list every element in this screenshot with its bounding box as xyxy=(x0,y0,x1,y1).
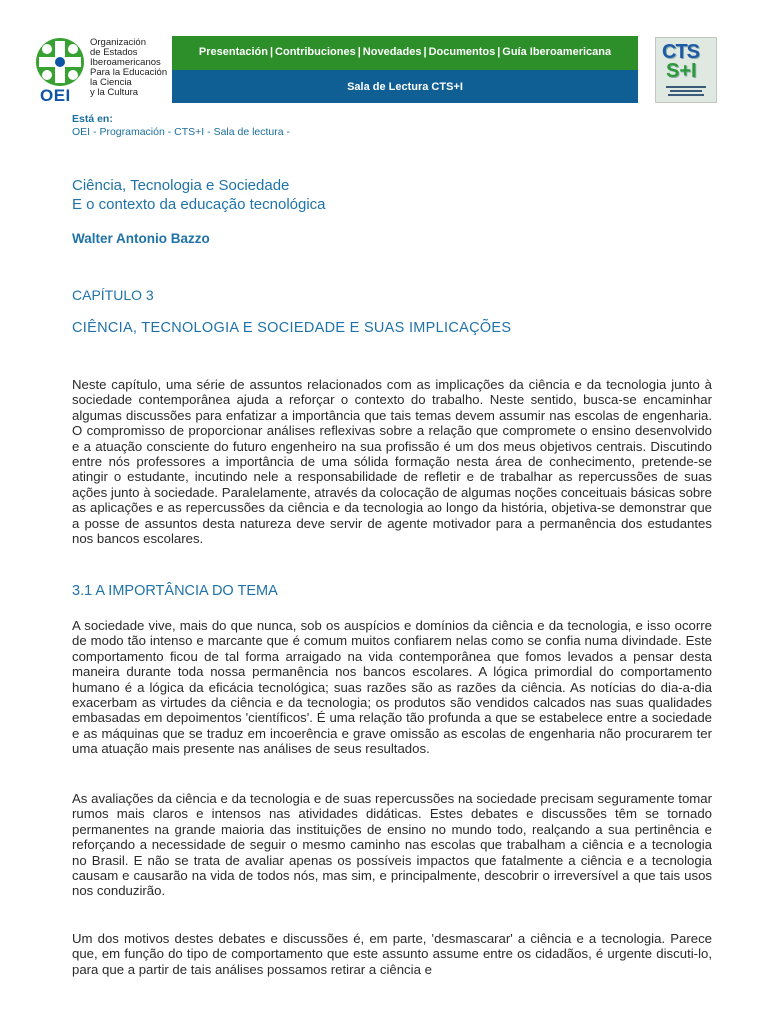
org-name-line: Organización xyxy=(90,37,146,48)
nav-separator: | xyxy=(497,46,501,58)
cts-logo[interactable] xyxy=(655,37,717,103)
nav-top-band xyxy=(172,36,638,70)
breadcrumb-separator: - xyxy=(93,126,100,138)
section-paragraph-3: Um dos motivos destes debates e discussões é, em parte, 'desmascarar' a ciência e a tecnologia. Parece que, em função do tipo de comportamento que este assunto assume entre os cidadãos, é urgente discuti-lo, para que a partir de tais análises possamos retirar a ciência e xyxy=(72,931,712,977)
document-title-line2: E o contexto da educação tecnológica xyxy=(72,196,326,213)
sala-de-lectura-link[interactable]: Sala de Lectura CTS+I xyxy=(347,81,463,93)
nav-link-guia-iberoamericana[interactable]: Guía Iberoamericana xyxy=(502,46,612,58)
cts-logo-mid: S+I xyxy=(666,60,697,82)
nav-separator: | xyxy=(269,46,274,58)
org-name-line: Iberoamericanos xyxy=(90,57,161,68)
breadcrumb-separator: - xyxy=(167,126,175,138)
oei-wordmark: OEI xyxy=(40,86,71,105)
document-author: Walter Antonio Bazzo xyxy=(72,231,210,246)
nav-separator: | xyxy=(357,46,361,58)
org-tagline-line: la Ciencia xyxy=(90,77,132,88)
breadcrumb xyxy=(72,126,290,138)
nav-link-contribuciones[interactable]: Contribuciones xyxy=(275,46,356,58)
cts-logo-top: CTS xyxy=(662,41,699,63)
nav-link-novedades[interactable]: Novedades xyxy=(362,46,422,58)
intro-paragraph: Neste capítulo, uma série de assuntos relacionados com as implicações da ciência e da tecnologia junto à sociedade contemporânea ajuda a reforçar o contexto do trabalho. Neste sentido, busca-se encaminhar algumas discussões para enfatizar a importância que tais temas devem assumir nas escolas de engenharia. O compromisso de proporcionar análises reflexivas sobre a relação que compromete o ensino desenvolvido e a atuação consciente do futuro engenheiro na sua profissão é um dos meus objetivos centrais. Discutindo entre nós professores a importância de uma sólida formação nesta área de conhecimento, pretende-se atingir o estudante, incutindo nele a responsabilidade de refletir e de trabalhar as repercussões de suas ações junto à sociedade. Paralelamente, através da colocação de algumas noções conceituais básicas sobre as aplicações e as repercussões da ciência e da tecnologia ao longo da história, objetiva-se demonstrar que a posse de assuntos desta natureza deve servir de agente motivador para a permanência dos estudantes nos bancos escolares. xyxy=(72,377,712,547)
section-paragraph-2: As avaliações da ciência e da tecnologia e de suas repercussões na sociedade precisam seguramente tomar rumos mais claros e intensos nas atividades didáticas. Estes debates e discussões têm se tornado permanentes na grande maioria das instituições de ensino no mundo todo, realçando a sua pertinência e reforçando a necessidade de seguir o mesmo caminho nas escolas que trabalham a ciência e a tecnologia no Brasil. E não se trata de avaliar apenas os possíveis impactos que fatalmente a ciência e a tecnologia causam e causarão na vida de todos nós, mas sim, e principalmente, descobrir o irreversível a que tais usos nos conduzirão. xyxy=(72,791,712,899)
breadcrumb-item-sala-de-lectura[interactable]: Sala de lectura xyxy=(213,126,284,138)
nav-link-presentacion[interactable]: Presentación xyxy=(198,46,268,58)
breadcrumb-item-cts[interactable]: CTS+I xyxy=(174,126,205,138)
breadcrumb-separator: - xyxy=(286,126,291,138)
org-name xyxy=(90,38,167,98)
breadcrumb-item-oei[interactable]: OEI xyxy=(72,126,91,138)
breadcrumb-label: Está en: xyxy=(72,113,113,125)
breadcrumb-separator: - xyxy=(207,126,214,138)
chapter-title: CIÊNCIA, TECNOLOGIA E SOCIEDADE E SUAS IMPLICAÇÕES xyxy=(72,320,512,336)
breadcrumb-item-programacion[interactable]: Programación xyxy=(99,126,165,138)
nav-separator: | xyxy=(423,46,427,58)
document-title xyxy=(72,176,326,214)
document-title-line1: Ciência, Tecnologia e Sociedade xyxy=(72,177,290,194)
cts-fineprint-lines xyxy=(662,85,710,99)
section-heading: 3.1 A IMPORTÂNCIA DO TEMA xyxy=(72,583,278,599)
nav-link-documentos[interactable]: Documentos xyxy=(428,46,496,58)
org-name-line: de Estados xyxy=(90,47,138,58)
section-paragraph-1: A sociedade vive, mais do que nunca, sob os auspícios e domínios da ciência e da tecnologia, e isso ocorre de modo tão intenso e marcante que é comum muitos confiarem nelas como se confia numa divindade. Este comportamento ficou de tal forma arraigado na vida contemporânea que fomos levados a pensar desta maneira durante toda nossa permanência nos bancos escolares. A lógica primordial do comportamento humano é a lógica da eficácia tecnológica; suas razões são as razões da ciência. As notícias do dia-a-dia exacerbam as virtudes da ciência e da tecnologia; os produtos são vendidos calcados nas suas qualidades embasadas em depoimentos 'científicos'. É uma relação tão profunda a que se estabelece entre a sociedade e as máquinas que se traduz em incoerência e grave omissão as escolas de engenharia não procurarem ter uma atuação mais presente nas análises de seus resultados. xyxy=(72,618,712,757)
oei-emblem-icon xyxy=(34,36,90,88)
org-tagline-line: Para la Educación xyxy=(90,67,168,78)
cts-logo-fineprint xyxy=(662,85,710,101)
chapter-number: CAPÍTULO 3 xyxy=(72,287,154,303)
navigation-bar xyxy=(172,36,638,103)
nav-links xyxy=(178,46,632,58)
org-tagline-line: y la Cultura xyxy=(90,87,139,98)
